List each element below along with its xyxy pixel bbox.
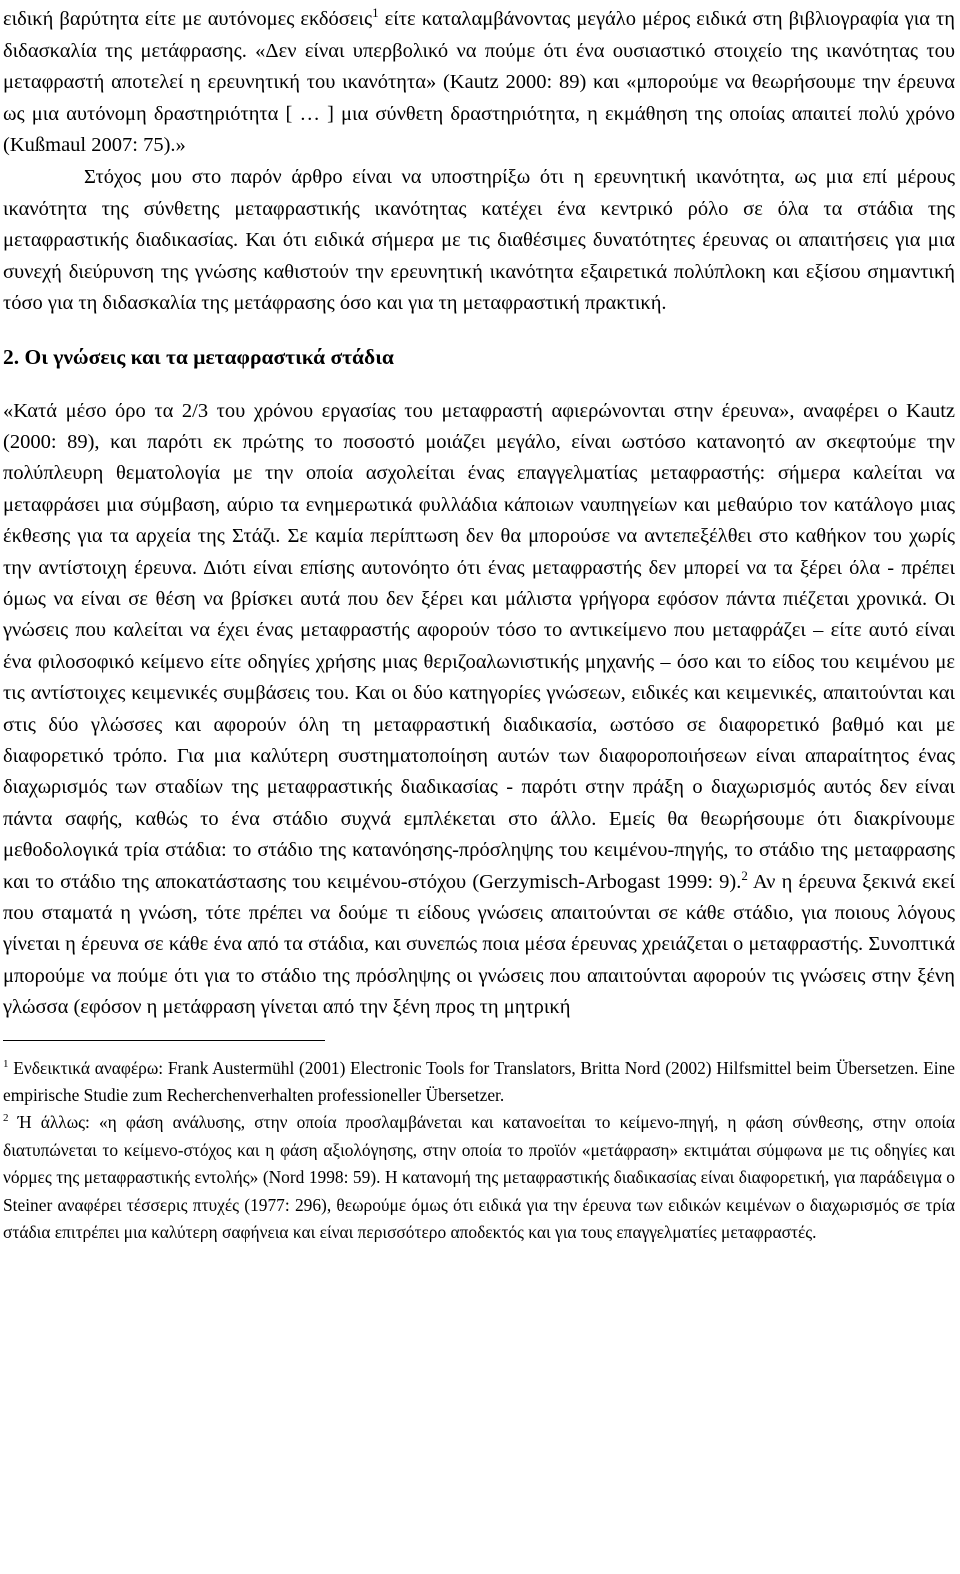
footnote-1: [3, 1055, 955, 1110]
paragraph-2-text-part-2: Αν η έρευνα ξεκινά εκεί που σταματά η γνώση, τότε πρέπει να δούμε τι είδους γνώσεις απαιτούνται σε κάθε στάδιο, για ποιους λόγους γίνεται η έρευνα σε κάθε ένα από τα στάδια, και συνεπώς ποια μέσα έρευνας χρειάζεται ο μεταφραστής. Συνοπτικά μπορούμε να πούμε ότι για το στάδιο της πρόσληψης οι γνώσεις που απαιτούνται αφορούν τις γνώσεις στην ξένη γλώσσα (εφόσον η μετάφραση γίνεται από την ξένη προς τη μητρική: [3, 870, 956, 1019]
body-paragraph-2: [3, 396, 955, 1024]
footnote-2-text: Ή άλλως: «η φάση ανάλυσης, στην οποία προσλαμβάνεται και κατανοείται το κείμενο-πηγή, η φάση σύνθεσης, στην οποία διατυπώνεται το κείμενο-στόχος και η φάση αξιολόγησης, στην οποία το προϊόν «μετάφραση» εκτιμάται σύμφωνα με τις οδηγίες και νόρμες της μεταφραστικής εντολής» (Nord 1998: 59). Η κατανομή της μεταφραστικής διαδικασίας είναι διαφορετική, για παράδειγμα ο Steiner αναφέρει τέσσερις πτυχές (1977: 296), θεωρούμε όμως ότι ειδικά για την έρευνα των ειδικών κειμένων ο διαχωρισμός σε τρία στάδια επιτρέπει μια καλύτερη σαφήνεια και είναι περισσότερο αποδεκτός και για τους επαγγελματίες μεταφραστές.: [3, 1112, 955, 1243]
body-paragraph-1: Στόχος μου στο παρόν άρθρο είναι να υποστηρίξω ότι η ερευνητική ικανότητα, ως μια επί μέρους ικανότητα της σύνθετης μεταφραστικής ικανότητας κατέχει ένα κεντρικό ρόλο σε όλα τα στάδια της μεταφραστικής διαδικασίας. Και ότι ειδικά σήμερα με τις διαθέσιμες δυνατότητες έρευνας οι απαιτήσεις για μια συνεχή διεύρυνση της γνώσης καθιστούν την ερευνητική ικανότητα εξαιρετικά πολύπλοκη και εξίσου σημαντική τόσο για τη διδασκαλία της μετάφρασης όσο και για τη μεταφραστική πρακτική.: [3, 165, 955, 315]
intro-text-part-2: είτε καταλαμβάνοντας μεγάλο μέρος ειδικά στη βιβλιογραφία για τη διδασκαλία της μετάφρασης. «Δεν είναι υπερβολικό να πούμε ότι ένα ουσιαστικό στοιχείο της ικανότητας του μεταφραστή αποτελεί η ερευνητική του ικανότητα» (Kautz 2000: 89) και «μπορούμε να θεωρήσουμε την έρευνα ως μια αυτόνομη δραστηριότητα [ … ] μια σύνθετη δραστηριότητα, η εκμάθηση της οποίας απαιτεί πολύ χρόνο (Kußmaul 2007: 75).»: [3, 8, 955, 157]
footnote-ref-2[interactable]: 2: [741, 867, 748, 883]
footnote-number-2: 2: [3, 1112, 9, 1125]
section-heading: 2. Οι γνώσεις και τα μεταφραστικά στάδια: [3, 344, 394, 369]
intro-paragraph: [3, 0, 955, 162]
paragraph-2-text-part-1: «Κατά μέσο όρο τα 2/3 του χρόνου εργασίας του μεταφραστή αφιερώνονται στην έρευνα», αναφέρει ο Kautz (2000: 89), και παρότι εκ πρώτης το ποσοστό μοιάζει μεγάλο, είναι ωστόσο κατανοητό αν σκεφτούμε την πολύπλευρη θεματολογία με την οποία ασχολείται ένας επαγγελματίας μεταφραστής: σήμερα καλείται να μεταφράσει μια σύμβαση, αύριο τα ενημερωτικά φυλλάδια κάποιων ναυπηγείων και μεθαύριο τον κατάλογο μιας έκθεσης για τα αρχεία της Στάζι. Σε καμία περίπτωση δεν θα μπορούσε να αντεπεξέλθει στο καθήκον του χωρίς την αντίστοιχη έρευνα. Διότι είναι επίσης αυτονόητο ότι ένας μεταφραστής δεν μπορεί να τα ξέρει όλα - πρέπει όμως να είναι σε θέση να βρίσκει αυτά που δεν ξέρει και μάλιστα γρήγορα εφόσον πάντα πιέζεται χρονικά. Οι γνώσεις που καλείται να έχει ένας μεταφραστής αφορούν τόσο το αντικείμενο που μεταφράζει – είτε αυτό είναι ένα φιλοσοφικό κείμενο είτε οδηγίες χρήσης μιας θεριζοαλωνιστικής μηχανής – όσο και το είδος του κειμένου με τις αντίστοιχες κειμενικές συμβάσεις του. Και οι δύο κατηγορίες γνώσεων, ειδικές και κειμενικές, απαιτούνται και στις δύο γλώσσες και αφορούν όλη τη μεταφραστική διαδικασία, ωστόσο σε διαφορετικό βαθμό και με διαφορετικό τρόπο. Για μια καλύτερη συστηματοποίηση αυτών των διαφοροποιήσεων είναι απαραίτητος ένας διαχωρισμός των σταδίων της μεταφραστικής διαδικασίας - παρότι στην πράξη ο διαχωρισμός αυτός δεν είναι πάντα σαφής, καθώς το ένα στάδιο συχνά εμπλέκεται στο άλλο. Εμείς θα θεωρήσουμε ότι διακρίνουμε μεθοδολογικά τρία στάδια: το στάδιο της κατανόησης-πρόσληψης του κειμένου-πηγής, το στάδιο της μεταφρασης και το στάδιο της αποκατάστασης του κειμένου-στόχου (Gerzymisch-Arbogast 1999: 9).: [3, 399, 955, 893]
footnote-1-text: Ενδεικτικά αναφέρω: Frank Austermühl (2001) Electronic Tools for Translators, Britta Nord (2002) Hilfsmittel beim Übersetzen. Eine empirische Studie zum Recherchenverhalten professioneller Übersetzer.: [3, 1057, 955, 1106]
footnote-number-1: 1: [3, 1057, 9, 1070]
footnote-divider: [3, 1040, 325, 1041]
footnote-ref-1[interactable]: 1: [372, 5, 379, 21]
footnote-2: [3, 1109, 955, 1246]
intro-text-part-1: ειδική βαρύτητα είτε με αυτόνομες εκδόσεις: [3, 8, 373, 30]
footnotes-section: [3, 1055, 955, 1247]
